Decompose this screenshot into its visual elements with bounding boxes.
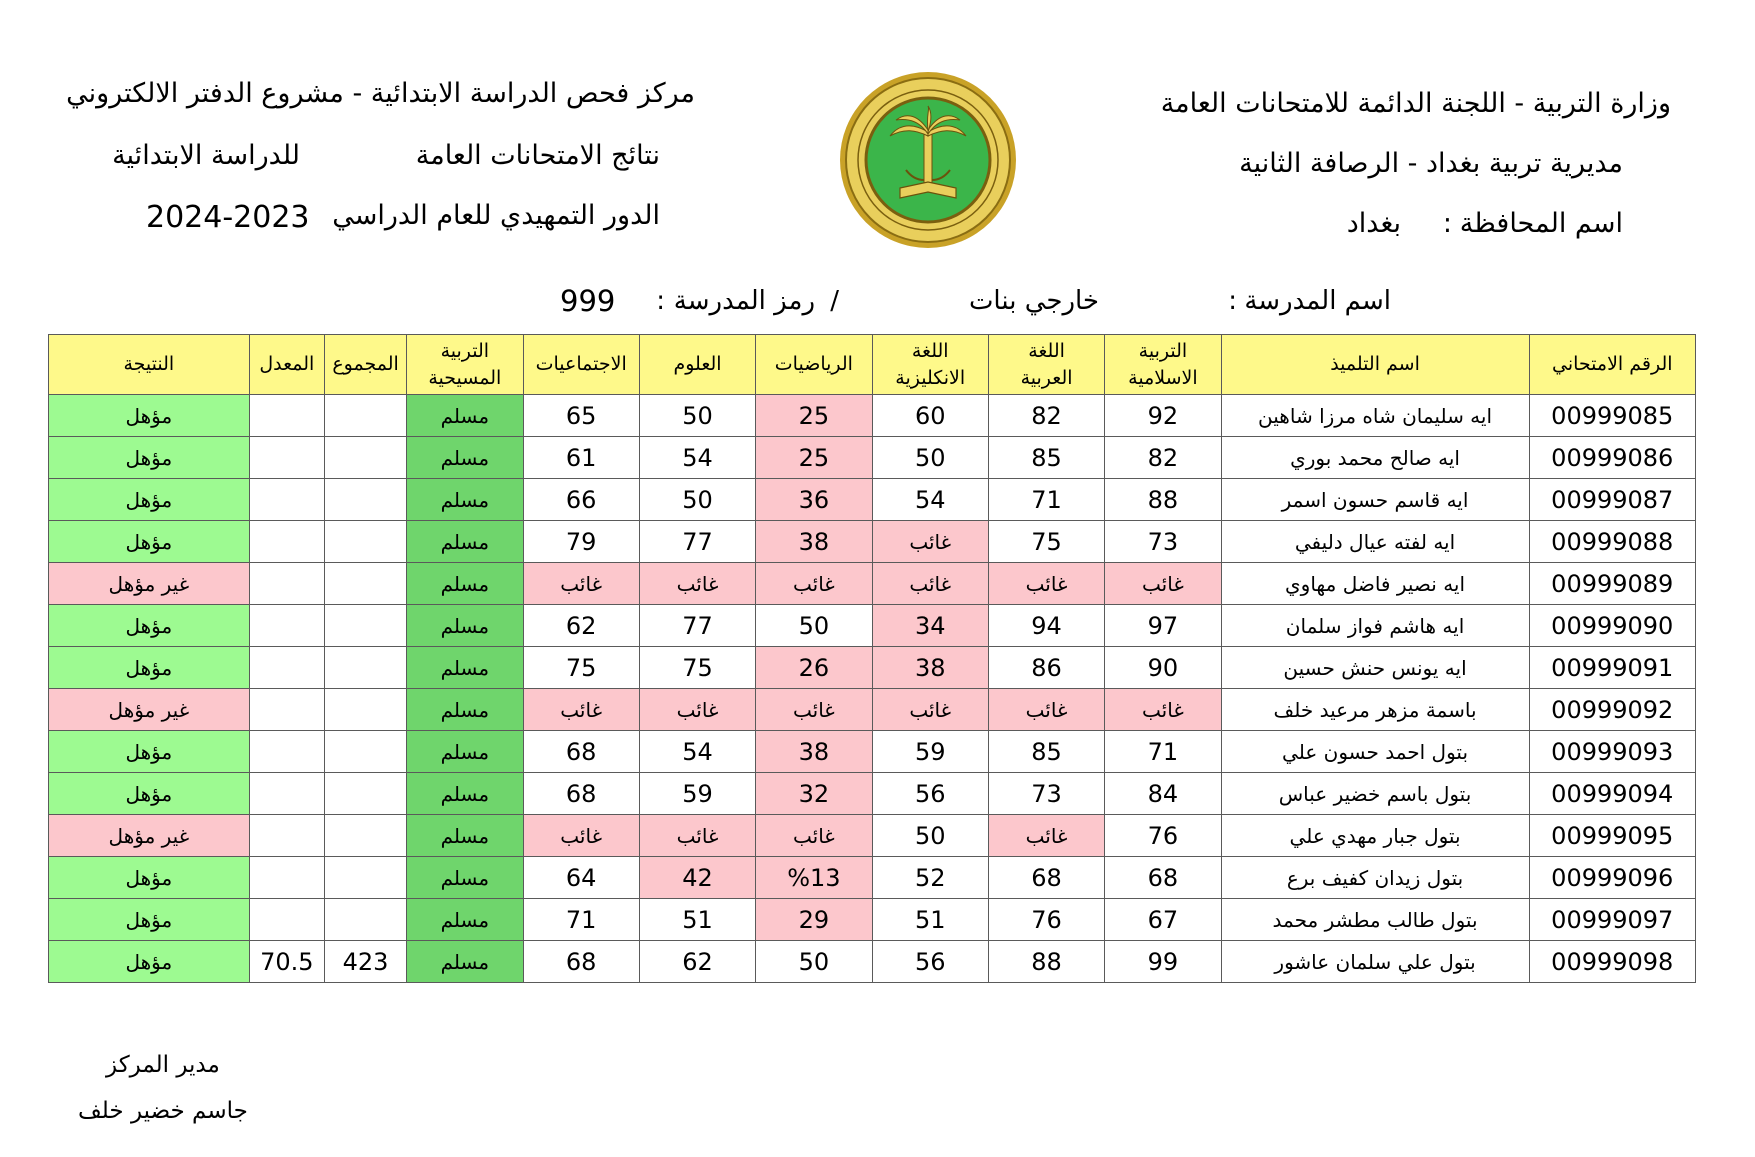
- school-code-label: رمز المدرسة: [673, 286, 815, 316]
- seal-emblem-icon: [838, 70, 1018, 250]
- cell-total: [324, 437, 406, 479]
- cell-religion: مسلم: [407, 395, 523, 437]
- cell-english: 38: [872, 647, 988, 689]
- cell-exam-number: 00999086: [1529, 437, 1696, 479]
- cell-social: غائب: [523, 689, 639, 731]
- header-math: الرياضيات: [756, 335, 872, 395]
- header-average: المعدل: [249, 335, 324, 395]
- cell-math: 50: [756, 941, 872, 983]
- cell-math: غائب: [756, 689, 872, 731]
- cell-islamic: 99: [1105, 941, 1221, 983]
- cell-total: [324, 689, 406, 731]
- ministry-title: وزارة التربية - اللجنة الدائمة للامتحانات العامة: [1160, 88, 1671, 119]
- cell-total: [324, 479, 406, 521]
- cell-average: [249, 479, 324, 521]
- cell-math: غائب: [756, 563, 872, 605]
- header-exam-number: الرقم الامتحاني: [1529, 335, 1696, 395]
- cell-math: 36: [756, 479, 872, 521]
- cell-science: غائب: [639, 563, 755, 605]
- cell-average: 70.5: [249, 941, 324, 983]
- table-row: [49, 479, 1696, 521]
- table-row: [49, 689, 1696, 731]
- cell-english: غائب: [872, 563, 988, 605]
- cell-math: 25: [756, 395, 872, 437]
- cell-student-name: بتول باسم خضير عباس: [1221, 773, 1529, 815]
- cell-arabic: 86: [988, 647, 1104, 689]
- cell-total: [324, 521, 406, 563]
- school-code-value: 999: [560, 284, 616, 318]
- cell-islamic: 73: [1105, 521, 1221, 563]
- cell-social: 68: [523, 773, 639, 815]
- cell-islamic: 88: [1105, 479, 1221, 521]
- cell-average: [249, 647, 324, 689]
- cell-result: غير مؤهل: [49, 815, 250, 857]
- cell-exam-number: 00999089: [1529, 563, 1696, 605]
- cell-english: 50: [872, 815, 988, 857]
- cell-islamic: 67: [1105, 899, 1221, 941]
- header-arabic-line1: اللغة: [1028, 339, 1065, 362]
- cell-average: [249, 521, 324, 563]
- cell-exam-number: 00999095: [1529, 815, 1696, 857]
- table-row: [49, 857, 1696, 899]
- cell-student-name: ايه يونس حنش حسين: [1221, 647, 1529, 689]
- cell-result: مؤهل: [49, 395, 250, 437]
- cell-total: [324, 563, 406, 605]
- cell-arabic: 94: [988, 605, 1104, 647]
- school-name-label: اسم المدرسة: [1244, 286, 1391, 316]
- cell-science: 77: [639, 605, 755, 647]
- cell-social: 65: [523, 395, 639, 437]
- cell-english: غائب: [872, 521, 988, 563]
- cell-religion: مسلم: [407, 437, 523, 479]
- header-english: [872, 335, 988, 395]
- cell-arabic: 73: [988, 773, 1104, 815]
- cell-english: 51: [872, 899, 988, 941]
- cell-arabic: 88: [988, 941, 1104, 983]
- cell-religion: مسلم: [407, 647, 523, 689]
- cell-islamic: 84: [1105, 773, 1221, 815]
- school-name-colon: :: [1228, 286, 1237, 316]
- cell-social: غائب: [523, 563, 639, 605]
- governorate-label: اسم المحافظة: [1459, 208, 1623, 239]
- cell-english: 56: [872, 941, 988, 983]
- table-row: [49, 437, 1696, 479]
- header-arabic-line2: العربية: [1020, 366, 1073, 389]
- directorate-title: مديرية تربية بغداد - الرصافة الثانية: [1239, 148, 1623, 179]
- cell-islamic: 68: [1105, 857, 1221, 899]
- cell-exam-number: 00999087: [1529, 479, 1696, 521]
- signature-title: مدير المركز: [106, 1052, 220, 1078]
- table-row: [49, 395, 1696, 437]
- cell-arabic: 85: [988, 731, 1104, 773]
- cell-math: 32: [756, 773, 872, 815]
- cell-science: 62: [639, 941, 755, 983]
- cell-religion: مسلم: [407, 899, 523, 941]
- cell-student-name: ايه صالح محمد بوري: [1221, 437, 1529, 479]
- cell-result: غير مؤهل: [49, 563, 250, 605]
- cell-social: 79: [523, 521, 639, 563]
- cell-total: [324, 815, 406, 857]
- cell-average: [249, 731, 324, 773]
- cell-average: [249, 563, 324, 605]
- cell-result: مؤهل: [49, 437, 250, 479]
- cell-exam-number: 00999093: [1529, 731, 1696, 773]
- cell-religion: مسلم: [407, 773, 523, 815]
- cell-result: مؤهل: [49, 605, 250, 647]
- cell-science: 42: [639, 857, 755, 899]
- school-separator: /: [830, 286, 839, 316]
- cell-math: غائب: [756, 815, 872, 857]
- cell-math: 38: [756, 521, 872, 563]
- cell-student-name: بتول جبار مهدي علي: [1221, 815, 1529, 857]
- cell-english: 50: [872, 437, 988, 479]
- cell-total: [324, 395, 406, 437]
- cell-student-name: ايه هاشم فواز سلمان: [1221, 605, 1529, 647]
- header-islamic-line2: الاسلامية: [1128, 366, 1198, 389]
- table-row: [49, 899, 1696, 941]
- cell-math: 38: [756, 731, 872, 773]
- cell-average: [249, 437, 324, 479]
- cell-math: 50: [756, 605, 872, 647]
- cell-arabic: غائب: [988, 815, 1104, 857]
- cell-result: مؤهل: [49, 941, 250, 983]
- cell-social: 61: [523, 437, 639, 479]
- cell-arabic: غائب: [988, 563, 1104, 605]
- cell-science: 50: [639, 395, 755, 437]
- center-title: مركز فحص الدراسة الابتدائية - مشروع الدفتر الالكتروني: [66, 78, 695, 109]
- cell-average: [249, 773, 324, 815]
- table-row: [49, 731, 1696, 773]
- table-row: [49, 563, 1696, 605]
- header-arabic: [988, 335, 1104, 395]
- cell-total: [324, 605, 406, 647]
- cell-student-name: بتول احمد حسون علي: [1221, 731, 1529, 773]
- cell-religion: مسلم: [407, 563, 523, 605]
- cell-science: 51: [639, 899, 755, 941]
- cell-student-name: بتول طالب مطشر محمد: [1221, 899, 1529, 941]
- cell-result: مؤهل: [49, 899, 250, 941]
- cell-average: [249, 815, 324, 857]
- cell-total: 423: [324, 941, 406, 983]
- cell-english: 34: [872, 605, 988, 647]
- cell-english: 60: [872, 395, 988, 437]
- cell-arabic: 82: [988, 395, 1104, 437]
- cell-student-name: باسمة مزهر مرعيد خلف: [1221, 689, 1529, 731]
- cell-exam-number: 00999092: [1529, 689, 1696, 731]
- table-row: [49, 815, 1696, 857]
- cell-science: 75: [639, 647, 755, 689]
- header-english-line1: اللغة: [911, 339, 949, 362]
- cell-islamic: 90: [1105, 647, 1221, 689]
- table-row: [49, 521, 1696, 563]
- cell-science: 50: [639, 479, 755, 521]
- header-christian: [407, 335, 523, 395]
- cell-religion: مسلم: [407, 479, 523, 521]
- cell-social: 62: [523, 605, 639, 647]
- cell-religion: مسلم: [407, 815, 523, 857]
- cell-arabic: غائب: [988, 689, 1104, 731]
- cell-math: 25: [756, 437, 872, 479]
- academic-year: 2024-2023: [146, 200, 310, 235]
- cell-islamic: غائب: [1105, 563, 1221, 605]
- cell-exam-number: 00999098: [1529, 941, 1696, 983]
- table-row: [49, 941, 1696, 983]
- table-header-row: [49, 335, 1696, 395]
- cell-total: [324, 647, 406, 689]
- header-christian-line2: المسيحية: [428, 366, 502, 389]
- cell-islamic: 82: [1105, 437, 1221, 479]
- cell-arabic: 75: [988, 521, 1104, 563]
- ministry-logo-seal: [838, 70, 1018, 250]
- cell-total: [324, 731, 406, 773]
- cell-student-name: ايه نصير فاضل مهاوي: [1221, 563, 1529, 605]
- header-result: النتيجة: [49, 335, 250, 395]
- cell-exam-number: 00999091: [1529, 647, 1696, 689]
- cell-student-name: بتول علي سلمان عاشور: [1221, 941, 1529, 983]
- cell-student-name: بتول زيدان كفيف برع: [1221, 857, 1529, 899]
- header-christian-line1: التربية: [440, 339, 490, 362]
- cell-english: 56: [872, 773, 988, 815]
- signature-name: جاسم خضير خلف: [78, 1098, 248, 1124]
- cell-student-name: ايه قاسم حسون اسمر: [1221, 479, 1529, 521]
- governorate-colon: :: [1442, 208, 1452, 239]
- cell-social: 68: [523, 731, 639, 773]
- table-row: [49, 605, 1696, 647]
- cell-social: 68: [523, 941, 639, 983]
- cell-science: 77: [639, 521, 755, 563]
- cell-english: 59: [872, 731, 988, 773]
- school-name-value: خارجي بنات: [968, 286, 1099, 316]
- cell-religion: مسلم: [407, 857, 523, 899]
- cell-result: مؤهل: [49, 479, 250, 521]
- cell-result: مؤهل: [49, 647, 250, 689]
- cell-math: 29: [756, 899, 872, 941]
- cell-total: [324, 899, 406, 941]
- table-row: [49, 773, 1696, 815]
- cell-arabic: 68: [988, 857, 1104, 899]
- cell-religion: مسلم: [407, 689, 523, 731]
- cell-social: 71: [523, 899, 639, 941]
- cell-average: [249, 689, 324, 731]
- cell-islamic: 97: [1105, 605, 1221, 647]
- results-title: نتائج الامتحانات العامة: [415, 140, 660, 171]
- cell-science: غائب: [639, 815, 755, 857]
- header-science: العلوم: [639, 335, 755, 395]
- results-table: [48, 334, 1696, 983]
- cell-islamic: غائب: [1105, 689, 1221, 731]
- cell-arabic: 71: [988, 479, 1104, 521]
- cell-religion: مسلم: [407, 731, 523, 773]
- cell-exam-number: 00999097: [1529, 899, 1696, 941]
- cell-religion: مسلم: [407, 941, 523, 983]
- cell-science: غائب: [639, 689, 755, 731]
- cell-islamic: 92: [1105, 395, 1221, 437]
- cell-average: [249, 899, 324, 941]
- cell-average: [249, 857, 324, 899]
- cell-exam-number: 00999085: [1529, 395, 1696, 437]
- exam-round: الدور التمهيدي للعام الدراسي: [332, 200, 660, 231]
- cell-social: 64: [523, 857, 639, 899]
- cell-result: مؤهل: [49, 857, 250, 899]
- cell-science: 54: [639, 731, 755, 773]
- cell-exam-number: 00999090: [1529, 605, 1696, 647]
- cell-islamic: 76: [1105, 815, 1221, 857]
- cell-english: 54: [872, 479, 988, 521]
- cell-result: مؤهل: [49, 521, 250, 563]
- cell-social: 75: [523, 647, 639, 689]
- results-table-body: [49, 395, 1696, 983]
- header-total: المجموع: [324, 335, 406, 395]
- school-code-colon: :: [656, 286, 665, 316]
- cell-average: [249, 605, 324, 647]
- cell-student-name: ايه لفته عيال دليفي: [1221, 521, 1529, 563]
- header-islamic: [1105, 335, 1221, 395]
- cell-math: 26: [756, 647, 872, 689]
- cell-math: %13: [756, 857, 872, 899]
- cell-student-name: ايه سليمان شاه مرزا شاهين: [1221, 395, 1529, 437]
- header-social: الاجتماعيات: [523, 335, 639, 395]
- header-islamic-line1: التربية: [1138, 339, 1188, 362]
- cell-arabic: 85: [988, 437, 1104, 479]
- cell-english: غائب: [872, 689, 988, 731]
- cell-total: [324, 857, 406, 899]
- header-english-line2: الانكليزية: [895, 366, 966, 389]
- cell-result: مؤهل: [49, 731, 250, 773]
- table-row: [49, 647, 1696, 689]
- cell-average: [249, 395, 324, 437]
- cell-science: 54: [639, 437, 755, 479]
- cell-english: 52: [872, 857, 988, 899]
- cell-total: [324, 773, 406, 815]
- cell-islamic: 71: [1105, 731, 1221, 773]
- cell-exam-number: 00999094: [1529, 773, 1696, 815]
- cell-religion: مسلم: [407, 521, 523, 563]
- header-student-name: اسم التلميذ: [1221, 335, 1529, 395]
- stage-title: للدراسة الابتدائية: [112, 140, 300, 171]
- cell-exam-number: 00999096: [1529, 857, 1696, 899]
- cell-result: مؤهل: [49, 773, 250, 815]
- cell-social: 66: [523, 479, 639, 521]
- cell-arabic: 76: [988, 899, 1104, 941]
- cell-religion: مسلم: [407, 605, 523, 647]
- governorate-value: بغداد: [1346, 208, 1401, 239]
- cell-science: 59: [639, 773, 755, 815]
- cell-result: غير مؤهل: [49, 689, 250, 731]
- cell-social: غائب: [523, 815, 639, 857]
- cell-exam-number: 00999088: [1529, 521, 1696, 563]
